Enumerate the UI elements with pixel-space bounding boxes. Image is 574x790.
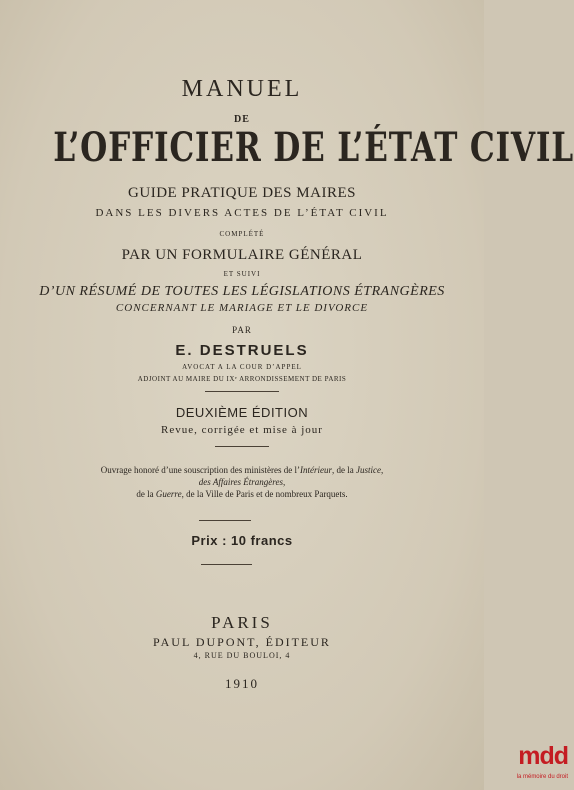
concernant-line: CONCERNANT LE MARIAGE ET LE DIVORCE: [115, 302, 369, 314]
mdd-logo-icon: mdd: [518, 742, 568, 770]
publisher-address: 4, RUE DU BOULOI, 4: [193, 651, 291, 660]
author-role-1: AVOCAT A LA COUR D’APPEL: [182, 363, 302, 371]
divider: [205, 391, 279, 392]
edition-label: DEUXIÈME ÉDITION: [175, 405, 309, 420]
price-line: Prix : 10 francs: [191, 533, 293, 548]
divider: [201, 564, 252, 565]
divider: [199, 520, 251, 521]
main-title: L’OFFICIER DE L’ÉTAT CIVIL: [53, 124, 574, 171]
title-manuel: MANUEL: [181, 76, 303, 102]
author-name: E. DESTRUELS: [175, 342, 309, 359]
city-label: PARIS: [211, 613, 273, 632]
resume-line: D’UN RÉSUMÉ DE TOUTES LES LÉGISLATIONS ÉTRANGÈRES: [39, 284, 445, 299]
author-role-2: ADJOINT AU MAIRE DU IXᵉ ARRONDISSEMENT DE PARIS: [137, 375, 347, 383]
watermark-logo: [502, 741, 568, 785]
par-label: PAR: [232, 325, 252, 335]
et-suivi-label: ET SUIVI: [223, 270, 261, 278]
divider: [215, 446, 269, 447]
watermark-tagline: la mémoire du droit: [516, 774, 568, 780]
year-label: 1910: [225, 676, 259, 691]
formulaire-line: PAR UN FORMULAIRE GÉNÉRAL: [121, 247, 363, 263]
subtitle-guide: GUIDE PRATIQUE DES MAIRES: [128, 185, 356, 201]
subtitle-actes: DANS LES DIVERS ACTES DE L’ÉTAT CIVIL: [95, 207, 389, 219]
honor-line-1: Ouvrage honoré d’une souscription des ministères de l’Intérieur, de la Justice,: [100, 465, 384, 475]
honor-line-2: des Affaires Étrangères,: [198, 477, 286, 487]
publisher-label: PAUL DUPONT, ÉDITEUR: [153, 635, 331, 649]
complete-label: COMPLÉTÉ: [219, 230, 265, 238]
honor-line-3: de la Guerre, de la Ville de Paris et de nombreux Parquets.: [136, 489, 348, 499]
edition-note: Revue, corrigée et mise à jour: [161, 424, 323, 436]
title-de: DE: [234, 114, 250, 125]
